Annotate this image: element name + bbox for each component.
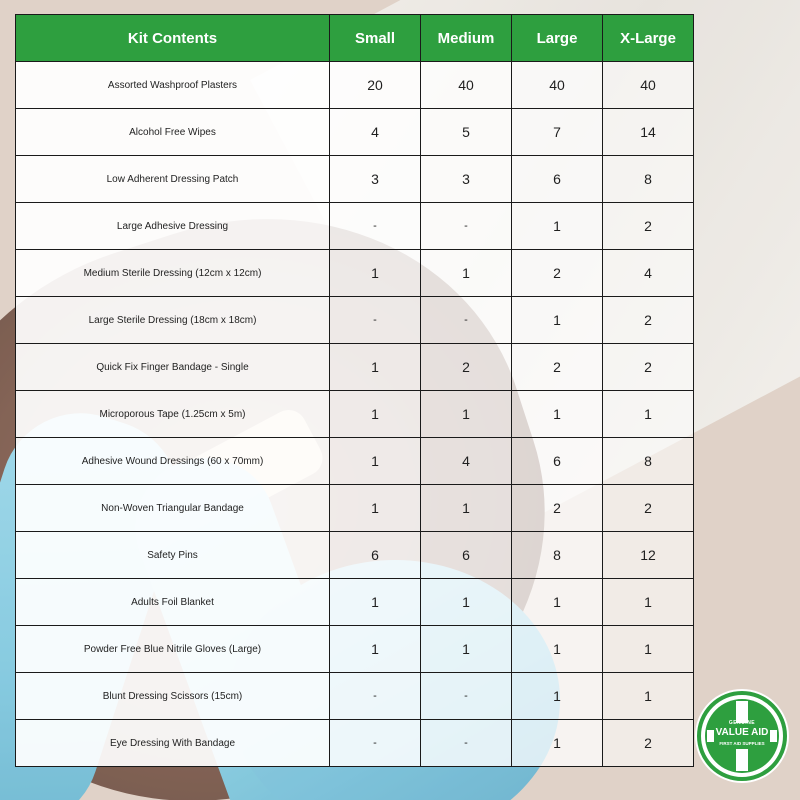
quantity-small: 1 bbox=[330, 391, 421, 438]
quantity-large: 7 bbox=[512, 109, 603, 156]
quantity-large: 1 bbox=[512, 673, 603, 720]
table-row bbox=[16, 720, 694, 767]
quantity-small: 4 bbox=[330, 109, 421, 156]
quantity-x-large: 2 bbox=[603, 344, 694, 391]
kit-item-name: Large Adhesive Dressing bbox=[16, 203, 330, 250]
quantity-medium: 40 bbox=[421, 62, 512, 109]
quantity-large: 2 bbox=[512, 485, 603, 532]
quantity-small: - bbox=[330, 297, 421, 344]
kit-item-name: Non-Woven Triangular Bandage bbox=[16, 485, 330, 532]
kit-item-name: Microporous Tape (1.25cm x 5m) bbox=[16, 391, 330, 438]
quantity-small: 1 bbox=[330, 344, 421, 391]
table-row bbox=[16, 438, 694, 485]
logo-sub-text: FIRST AID SUPPLIES bbox=[719, 741, 765, 746]
quantity-x-large: 4 bbox=[603, 250, 694, 297]
quantity-medium: 5 bbox=[421, 109, 512, 156]
quantity-small: 1 bbox=[330, 250, 421, 297]
quantity-x-large: 1 bbox=[603, 673, 694, 720]
quantity-x-large: 12 bbox=[603, 532, 694, 579]
quantity-medium: 1 bbox=[421, 391, 512, 438]
table-row bbox=[16, 485, 694, 532]
kit-item-name: Medium Sterile Dressing (12cm x 12cm) bbox=[16, 250, 330, 297]
table-row bbox=[16, 391, 694, 438]
quantity-medium: - bbox=[421, 673, 512, 720]
quantity-large: 1 bbox=[512, 203, 603, 250]
table-row bbox=[16, 297, 694, 344]
header-large: Large bbox=[512, 15, 603, 62]
kit-item-name: Safety Pins bbox=[16, 532, 330, 579]
quantity-x-large: 1 bbox=[603, 391, 694, 438]
kit-item-name: Adhesive Wound Dressings (60 x 70mm) bbox=[16, 438, 330, 485]
quantity-small: - bbox=[330, 720, 421, 767]
kit-item-name: Large Sterile Dressing (18cm x 18cm) bbox=[16, 297, 330, 344]
quantity-large: 2 bbox=[512, 344, 603, 391]
kit-item-name: Assorted Washproof Plasters bbox=[16, 62, 330, 109]
quantity-medium: - bbox=[421, 297, 512, 344]
kit-item-name: Alcohol Free Wipes bbox=[16, 109, 330, 156]
quantity-x-large: 1 bbox=[603, 579, 694, 626]
quantity-medium: 2 bbox=[421, 344, 512, 391]
quantity-large: 40 bbox=[512, 62, 603, 109]
quantity-medium: 1 bbox=[421, 579, 512, 626]
table-row bbox=[16, 626, 694, 673]
quantity-small: 1 bbox=[330, 438, 421, 485]
quantity-small: 1 bbox=[330, 485, 421, 532]
quantity-large: 8 bbox=[512, 532, 603, 579]
quantity-large: 6 bbox=[512, 156, 603, 203]
header-x-large: X-Large bbox=[603, 15, 694, 62]
header-small: Small bbox=[330, 15, 421, 62]
quantity-large: 1 bbox=[512, 579, 603, 626]
quantity-large: 1 bbox=[512, 297, 603, 344]
logo-top-text: GENUINE bbox=[728, 720, 756, 726]
quantity-x-large: 8 bbox=[603, 156, 694, 203]
quantity-small: 1 bbox=[330, 626, 421, 673]
quantity-x-large: 1 bbox=[603, 626, 694, 673]
table-row bbox=[16, 62, 694, 109]
quantity-large: 1 bbox=[512, 720, 603, 767]
table-row bbox=[16, 203, 694, 250]
table-row bbox=[16, 673, 694, 720]
kit-contents-table bbox=[15, 14, 694, 767]
quantity-x-large: 8 bbox=[603, 438, 694, 485]
quantity-small: 1 bbox=[330, 579, 421, 626]
table-row bbox=[16, 579, 694, 626]
quantity-x-large: 14 bbox=[603, 109, 694, 156]
quantity-x-large: 2 bbox=[603, 720, 694, 767]
quantity-medium: 1 bbox=[421, 626, 512, 673]
quantity-x-large: 2 bbox=[603, 297, 694, 344]
kit-item-name: Adults Foil Blanket bbox=[16, 579, 330, 626]
value-aid-logo bbox=[692, 686, 792, 786]
quantity-large: 2 bbox=[512, 250, 603, 297]
quantity-small: 3 bbox=[330, 156, 421, 203]
header-medium: Medium bbox=[421, 15, 512, 62]
kit-item-name: Low Adherent Dressing Patch bbox=[16, 156, 330, 203]
quantity-small: - bbox=[330, 673, 421, 720]
quantity-medium: - bbox=[421, 720, 512, 767]
quantity-x-large: 40 bbox=[603, 62, 694, 109]
quantity-small: 6 bbox=[330, 532, 421, 579]
quantity-medium: 3 bbox=[421, 156, 512, 203]
quantity-medium: 1 bbox=[421, 485, 512, 532]
header-kit-contents: Kit Contents bbox=[16, 15, 330, 62]
quantity-large: 1 bbox=[512, 626, 603, 673]
kit-item-name: Blunt Dressing Scissors (15cm) bbox=[16, 673, 330, 720]
table-row bbox=[16, 344, 694, 391]
table-row bbox=[16, 532, 694, 579]
kit-item-name: Quick Fix Finger Bandage - Single bbox=[16, 344, 330, 391]
quantity-large: 1 bbox=[512, 391, 603, 438]
table-row bbox=[16, 156, 694, 203]
quantity-medium: 4 bbox=[421, 438, 512, 485]
quantity-small: 20 bbox=[330, 62, 421, 109]
quantity-medium: - bbox=[421, 203, 512, 250]
logo-brand-text: VALUE AID bbox=[715, 727, 769, 738]
quantity-large: 6 bbox=[512, 438, 603, 485]
quantity-x-large: 2 bbox=[603, 485, 694, 532]
quantity-medium: 6 bbox=[421, 532, 512, 579]
kit-item-name: Eye Dressing With Bandage bbox=[16, 720, 330, 767]
table-row bbox=[16, 250, 694, 297]
kit-item-name: Powder Free Blue Nitrile Gloves (Large) bbox=[16, 626, 330, 673]
quantity-small: - bbox=[330, 203, 421, 250]
quantity-x-large: 2 bbox=[603, 203, 694, 250]
table-header-row bbox=[16, 15, 694, 62]
quantity-medium: 1 bbox=[421, 250, 512, 297]
table-row bbox=[16, 109, 694, 156]
